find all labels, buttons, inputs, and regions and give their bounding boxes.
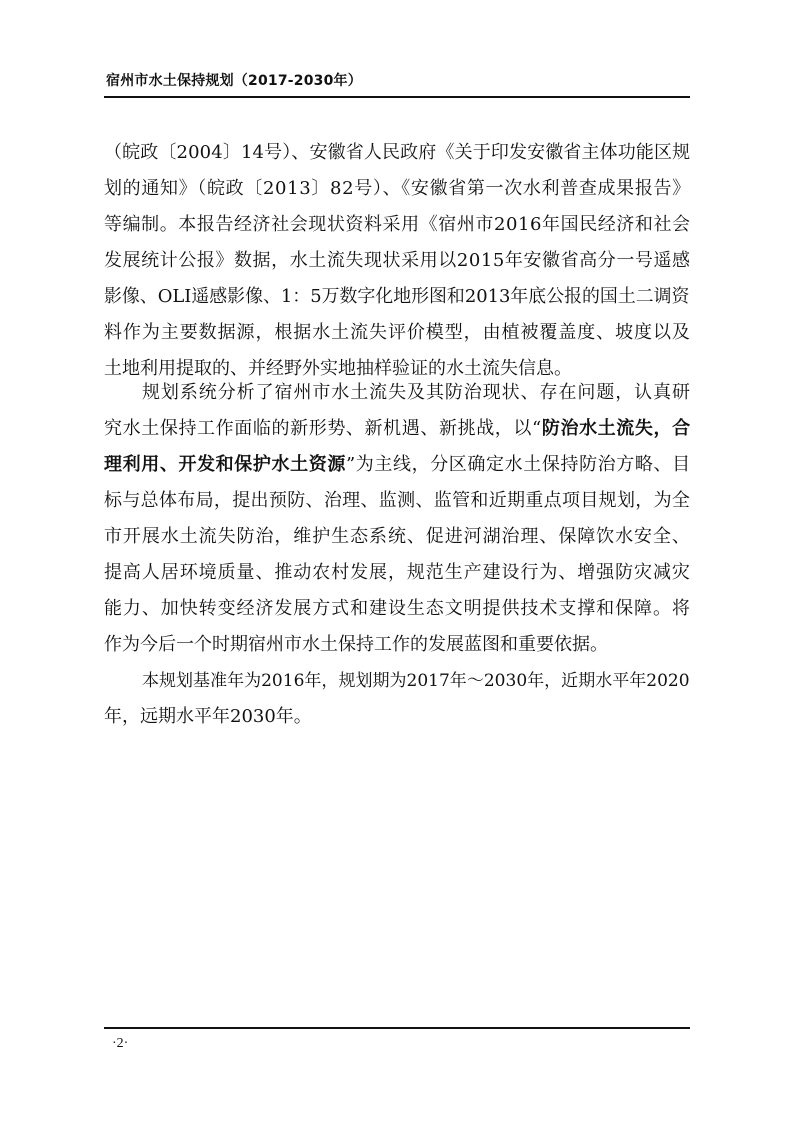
footer-divider [104,1027,690,1029]
paragraph-line [104,526,691,548]
text-run: （皖政〔2004〕14号）、安徽省人民政府《关于印发安徽省主体功能区规 [104,142,691,163]
paragraph-line [104,250,691,272]
text-run: 年，远期水平年2030年。 [104,706,312,727]
paragraph-line [104,418,691,440]
paragraph-line [104,706,312,728]
text-run: 料作为主要数据源，根据水土流失评价模型，由植被覆盖度、坡度以及 [104,322,691,343]
text-run: 划的通知》（皖政〔2013〕82号）、《安徽省第一次水利普查成果报告》 [104,178,691,199]
text-run: 本规划基准年为2016年，规划期为2017年～2030年，近期水平年2020 [142,671,690,691]
page-number: ·2· [112,1036,129,1051]
text-run: 影像、OLI遥感影像、1：5万数字化地形图和2013年底公报的国土二调资 [104,286,690,307]
paragraph-line [104,178,691,200]
text-run: 等编制。本报告经济社会现状资料采用《宿州市2016年国民经济和社会 [104,214,691,235]
text-run: 规划系统分析了宿州市水土流失及其防治现状、存在问题，认真研 [142,382,691,403]
paragraph-line [104,286,689,308]
paragraph-line [104,490,690,512]
paragraph-line [104,598,691,620]
paragraph-line [104,142,690,164]
text-run: 市开展水土流失防治，维护生态系统、促进河湖治理、保障饮水安全、 [104,526,691,547]
paragraph-line [104,454,691,476]
text-run: ”为主线，分区确定水土保持防治方略、目 [345,454,691,475]
emphasis-text: 理利用、开发和保护水土资源 [104,454,346,475]
header-divider [104,96,690,98]
paragraph-line [104,358,572,380]
document-header-title: 宿州市水土保持规划（2017-2030年） [106,73,362,89]
text-run: 提高人居环境质量、推动农村发展，规范生产建设行为、增强防灾减灾 [104,562,691,583]
text-run: 土地利用提取的、并经野外实地抽样验证的水土流失信息。 [104,358,572,379]
emphasis-text: 防治水土流失，合 [541,418,691,439]
paragraph-line [104,322,691,344]
text-run: 能力、加快转变经济发展方式和建设生态文明提供技术支撑和保障。将 [104,598,691,619]
paragraph-line [142,670,690,692]
paragraph-line [104,634,608,656]
text-run: 作为今后一个时期宿州市水土保持工作的发展蓝图和重要依据。 [104,634,608,655]
text-run: 发展统计公报》数据，水土流失现状采用以2015年安徽省高分一号遥感 [104,250,691,271]
text-run: 标与总体布局，提出预防、治理、监测、监管和近期重点项目规划，为全 [104,490,691,511]
paragraph-line [104,214,691,236]
paragraph-line [104,562,691,584]
paragraph-line [142,382,691,404]
text-run: 究水土保持工作面临的新形势、新机遇、新挑战，以“ [104,418,542,439]
